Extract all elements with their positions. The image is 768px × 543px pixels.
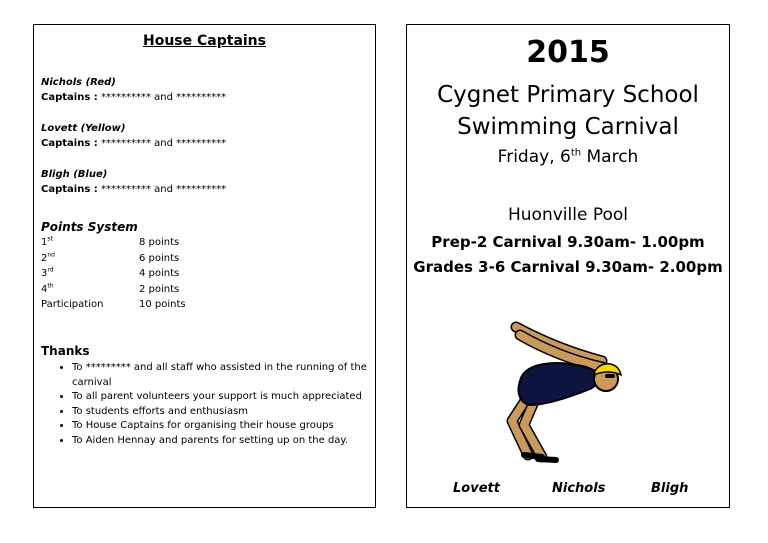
captains-label: Captains :	[41, 92, 98, 103]
carnival-year: 2015	[526, 35, 610, 70]
thanks-item: • To ********* and all staff who assisted in the running of the carnival	[72, 361, 387, 390]
swimmer-illustration	[502, 321, 632, 471]
points-position: 3rd	[41, 266, 54, 280]
points-table	[41, 235, 186, 313]
event-name: Swimming Carnival	[457, 114, 679, 140]
thanks-item: • To students efforts and enthusiasm	[72, 405, 387, 420]
captains-value: ********** and **********	[97, 184, 227, 195]
points-row	[41, 297, 186, 313]
points-row	[41, 282, 186, 298]
thanks-title: Thanks	[41, 344, 90, 358]
session-prep-2: Prep-2 Carnival 9.30am- 1.00pm	[431, 233, 705, 251]
points-position: Participation	[41, 299, 104, 311]
carnival-venue: Huonville Pool	[508, 205, 628, 225]
house-label-nichols: Nichols	[552, 481, 606, 496]
points-row	[41, 266, 186, 282]
thanks-item: • To House Captains for organising their house groups	[72, 419, 387, 434]
thanks-item: • To Aiden Hennay and parents for setting up on the day.	[72, 434, 387, 449]
thanks-list	[57, 361, 387, 449]
house-captains-title: House Captains	[143, 33, 266, 49]
thanks-item: • To all parent volunteers your support is much appreciated	[72, 390, 387, 405]
points-position: 1st	[41, 235, 53, 249]
house-label-bligh: Bligh	[651, 481, 689, 496]
points-value: 6 points	[139, 252, 180, 264]
captains-label: Captains :	[41, 184, 98, 195]
swimsuit	[518, 363, 597, 405]
swimmer-foot	[538, 459, 556, 460]
goggles	[605, 374, 615, 378]
house-captains-line	[41, 90, 226, 105]
house-nichols	[41, 75, 226, 105]
points-value: 8 points	[139, 237, 180, 249]
house-captains-line	[41, 182, 226, 197]
carnival-title	[407, 79, 729, 143]
carnival-cover-panel	[406, 24, 730, 508]
house-name: Lovett (Yellow)	[41, 123, 126, 134]
points-position: 2nd	[41, 251, 55, 264]
house-lovett	[41, 121, 226, 151]
house-name: Nichols (Red)	[41, 77, 116, 88]
carnival-date: Friday, 6th March	[497, 147, 639, 167]
house-label-lovett: Lovett	[453, 481, 500, 496]
points-system-title: Points System	[41, 220, 138, 234]
points-value: 2 points	[139, 283, 180, 295]
points-value: 10 points	[139, 299, 186, 311]
points-position: 4th	[41, 282, 54, 295]
school-name: Cygnet Primary School	[437, 82, 699, 108]
house-captains-line	[41, 136, 226, 151]
points-row	[41, 235, 186, 251]
points-value: 4 points	[139, 268, 180, 280]
house-name: Bligh (Blue)	[41, 169, 108, 180]
session-grades-3-6: Grades 3-6 Carnival 9.30am- 2.00pm	[413, 258, 723, 276]
house-bligh	[41, 167, 226, 197]
captains-value: ********** and **********	[97, 138, 227, 149]
captains-label: Captains :	[41, 138, 98, 149]
house-captains-panel	[33, 24, 376, 508]
captains-value: ********** and **********	[97, 92, 227, 103]
points-row	[41, 251, 186, 267]
